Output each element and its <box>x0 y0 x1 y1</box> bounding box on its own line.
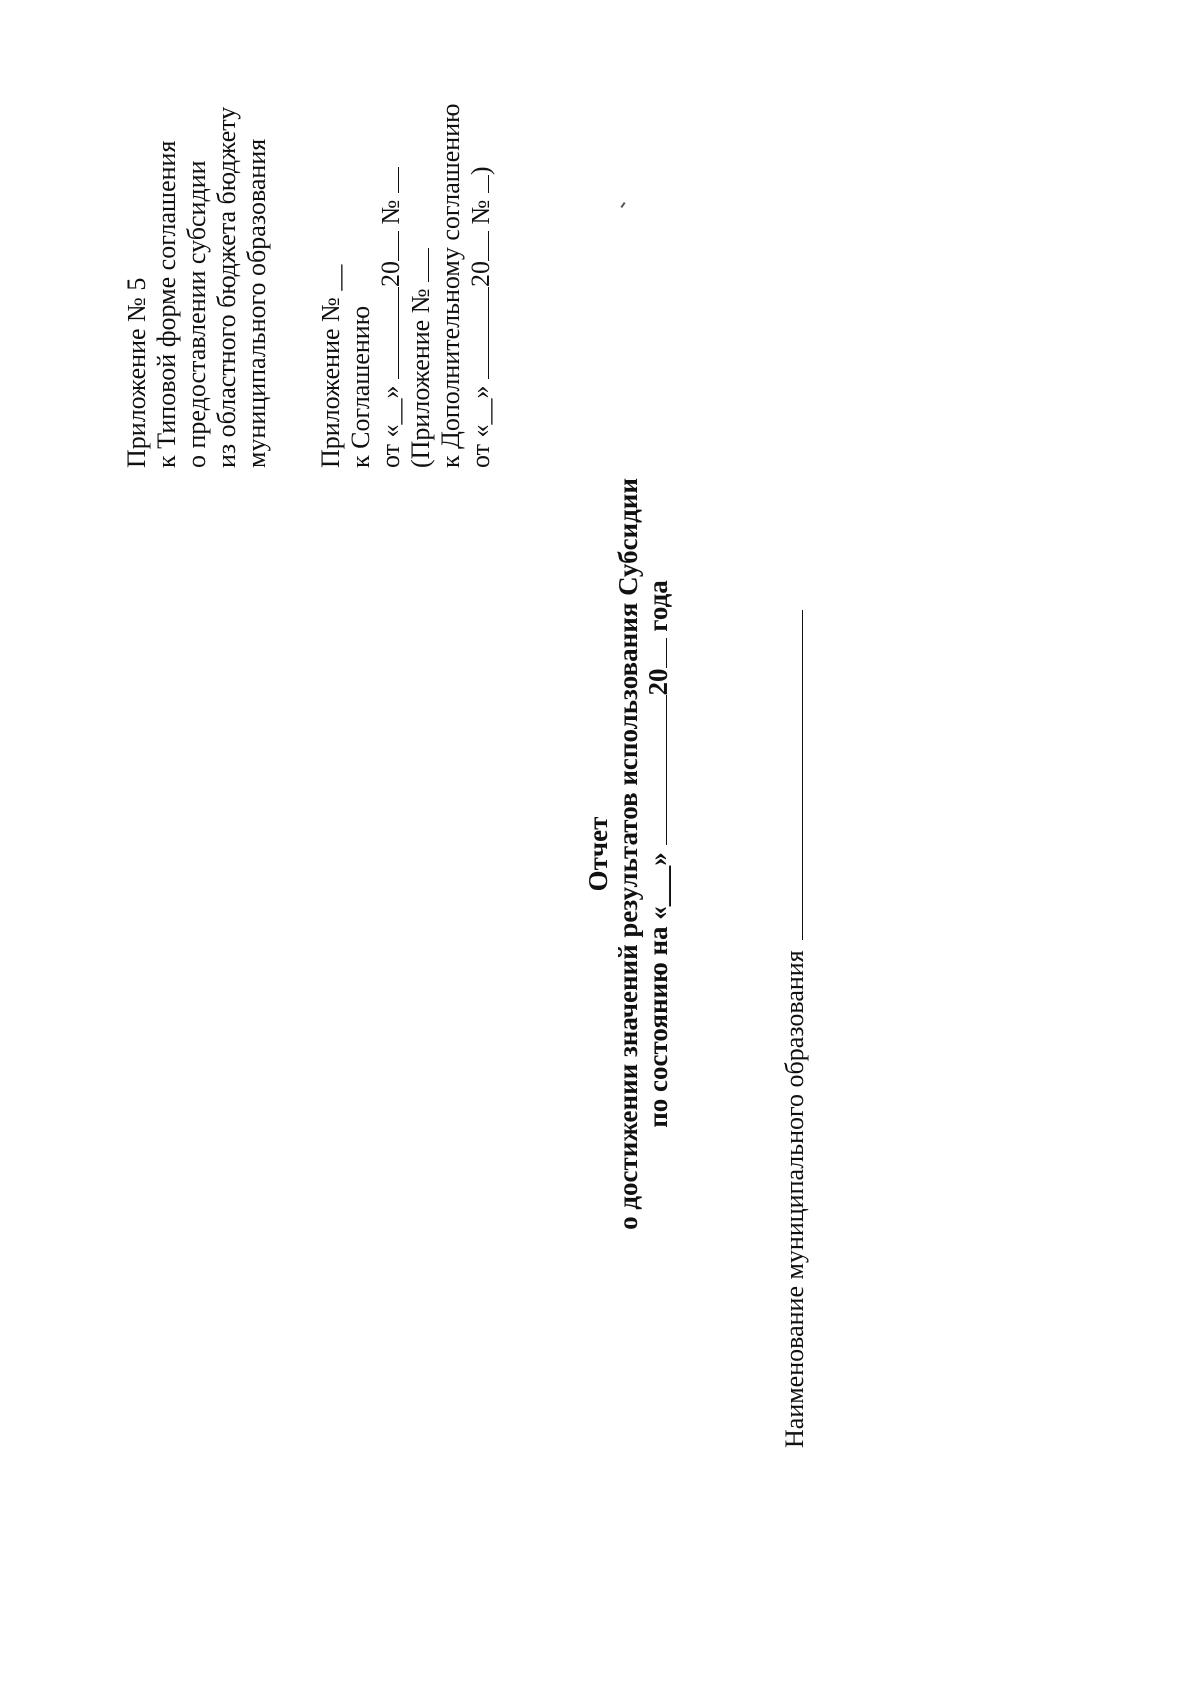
appendix-line: Приложение № 5 <box>122 277 151 468</box>
report-date-prefix: по состоянию на «___» <box>643 845 673 1128</box>
appendix-line: к Типовой форме соглашения <box>152 140 181 468</box>
report-year-blank <box>644 638 667 668</box>
agreement-number-blank <box>376 167 399 193</box>
appendix-line: о предоставлении субсидии <box>182 160 211 468</box>
agreement-date-line <box>376 103 406 468</box>
report-date-line <box>643 0 673 1708</box>
agreement-appendix-number: Приложение № __ <box>316 264 345 468</box>
report-date-suffix: года <box>643 580 673 632</box>
report-month-blank <box>644 695 667 845</box>
supplementary-number-blank <box>466 175 489 193</box>
report-title: Отчет <box>583 816 613 892</box>
municipality-name-blank <box>780 610 803 940</box>
supplementary-agreement-reference: к Дополнительному соглашению <box>436 103 465 468</box>
agreement-year-prefix: 20 <box>376 260 405 287</box>
agreement-number-sign: № <box>376 199 405 225</box>
supplementary-year-blank <box>466 231 489 261</box>
agreement-header <box>316 103 496 468</box>
appendix-line: муниципального образования <box>242 138 271 468</box>
agreement-date-prefix: от «__» <box>376 378 405 468</box>
supplementary-date-prefix: от «__» <box>466 378 495 468</box>
supplementary-date-line <box>466 103 496 468</box>
supplementary-month-blank <box>466 287 489 379</box>
appendix-header <box>122 107 272 468</box>
agreement-reference: к Соглашению <box>346 305 375 468</box>
report-year-prefix: 20 <box>643 668 673 696</box>
supplementary-number-sign: № <box>466 199 495 225</box>
supplementary-appendix-blank <box>406 248 429 282</box>
municipality-label: Наименование муниципального образования <box>780 950 809 1448</box>
supplementary-year-prefix: 20 <box>466 260 495 287</box>
appendix-line: из областного бюджета бюджету <box>212 106 241 468</box>
supplementary-close-paren: ) <box>466 166 495 176</box>
supplementary-appendix-line <box>406 103 436 468</box>
supplementary-appendix-prefix: (Приложение № <box>406 288 435 468</box>
agreement-year-blank <box>376 231 399 261</box>
agreement-month-blank <box>376 287 399 379</box>
municipality-line <box>780 610 810 1448</box>
report-subtitle: о достижении значений результатов использования Субсидии <box>613 478 643 1230</box>
report-title-block <box>583 0 673 1708</box>
